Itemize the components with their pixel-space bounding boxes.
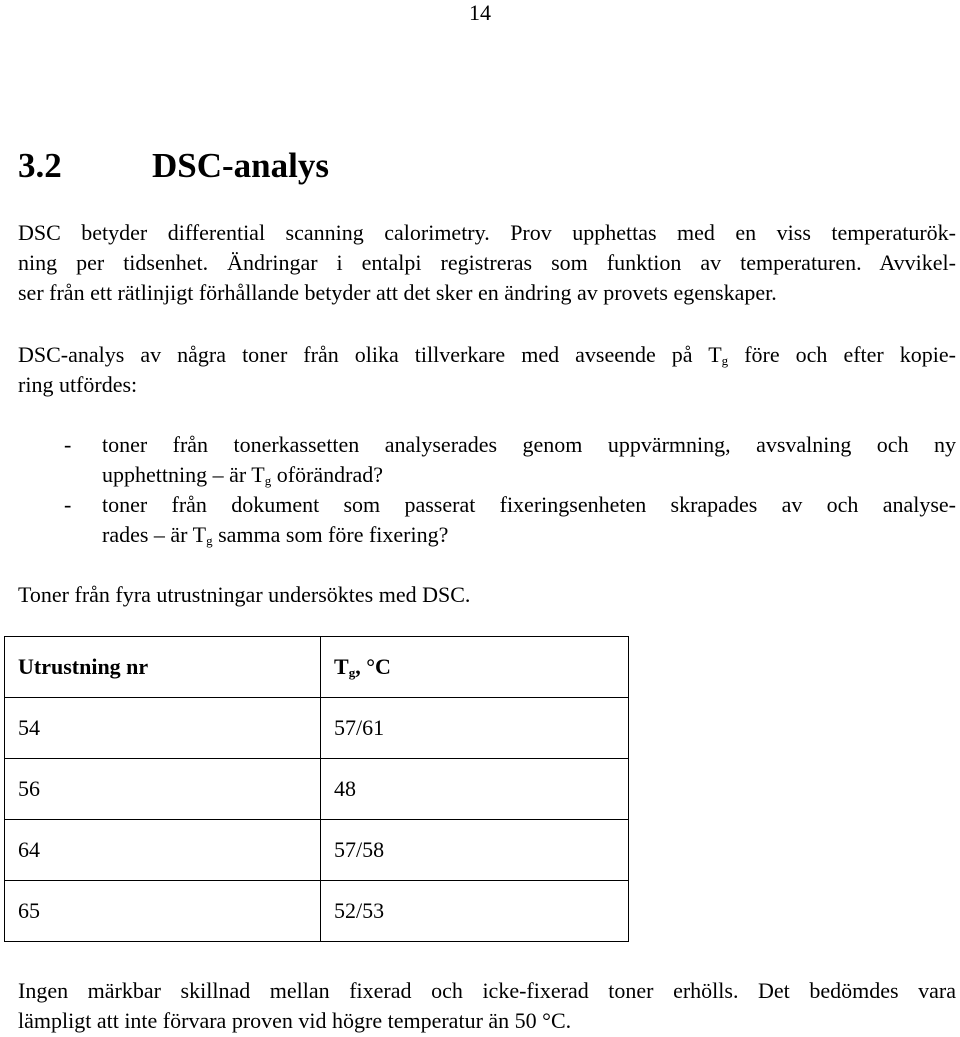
cell-unit: 65 (5, 881, 321, 942)
analysis-line-1 (18, 340, 956, 370)
header-cell-unit: Utrustning nr (5, 637, 321, 698)
conclusion-paragraph (18, 976, 956, 1036)
bullet-text-b: samma som före fixering? (212, 522, 449, 547)
bullet-item (18, 490, 956, 550)
analysis-line-2: ring utfördes: (18, 372, 138, 397)
tg-subscript: g (348, 665, 356, 680)
cell-tg: 57/61 (321, 698, 629, 759)
table-intro: Toner från fyra utrustningar undersöktes med DSC. (18, 582, 471, 607)
bullet-dash: - (64, 492, 72, 517)
tg-subscript: g (264, 473, 272, 488)
cell-tg: 48 (321, 759, 629, 820)
analysis-paragraph (18, 340, 956, 400)
table-header-row (5, 637, 629, 698)
bullet-dash: - (64, 432, 72, 457)
bullet-item (18, 430, 956, 490)
analysis-text-a: DSC-analys av några toner från olika tillverkare med avseende på T (18, 342, 722, 367)
cell-unit: 56 (5, 759, 321, 820)
cell-tg: 52/53 (321, 881, 629, 942)
intro-line-3: ser från ett rätlinjigt förhållande betyder att det sker en ändring av provets egenskaper. (18, 280, 777, 305)
conclusion-line-1: Ingen märkbar skillnad mellan fixerad och icke-fixerad toner erhölls. Det bedömdes vara (18, 978, 956, 1003)
bullet-body (102, 490, 956, 550)
bullet-text-a: rades – är T (102, 522, 207, 547)
table-row (5, 881, 629, 942)
intro-line-1: DSC betyder differential scanning calorimetry. Prov upphettas med en viss temperaturök- (18, 220, 956, 245)
tg-subscript: g (206, 533, 213, 548)
table-row (5, 759, 629, 820)
cell-unit: 54 (5, 698, 321, 759)
tg-subscript: g (721, 353, 729, 368)
bullet-text-a: upphettning – är T (102, 462, 265, 487)
page-number: 14 (469, 0, 491, 25)
bullet-line-2 (102, 520, 956, 550)
bullet-line-1: toner från tonerkassetten analyserades genom uppvärmning, avsvalning och ny (102, 432, 956, 457)
section-number: 3.2 (18, 146, 62, 185)
intro-paragraph (18, 218, 956, 308)
bullet-text-b: oförändrad? (271, 462, 384, 487)
intro-line-2: ning per tidsenhet. Ändringar i entalpi registreras som funktion av temperaturen. Avvikel- (18, 250, 956, 275)
bullet-body (102, 430, 956, 490)
table-row (5, 698, 629, 759)
header-cell-tg (321, 637, 629, 698)
table-row (5, 820, 629, 881)
header-unit-text: , °C (355, 654, 391, 679)
header-tg-text: T (334, 654, 349, 679)
bullet-line-1: toner från dokument som passerat fixeringsenheten skrapades av och analyse- (102, 492, 956, 517)
bullet-line-2 (102, 460, 956, 490)
section-title: DSC-analys (152, 146, 329, 185)
cell-unit: 64 (5, 820, 321, 881)
results-table (4, 636, 629, 942)
conclusion-line-2: lämpligt att inte förvara proven vid högre temperatur än 50 °C. (18, 1008, 572, 1033)
analysis-text-b: före och efter kopie- (728, 342, 956, 367)
section-heading (18, 144, 329, 188)
cell-tg: 57/58 (321, 820, 629, 881)
